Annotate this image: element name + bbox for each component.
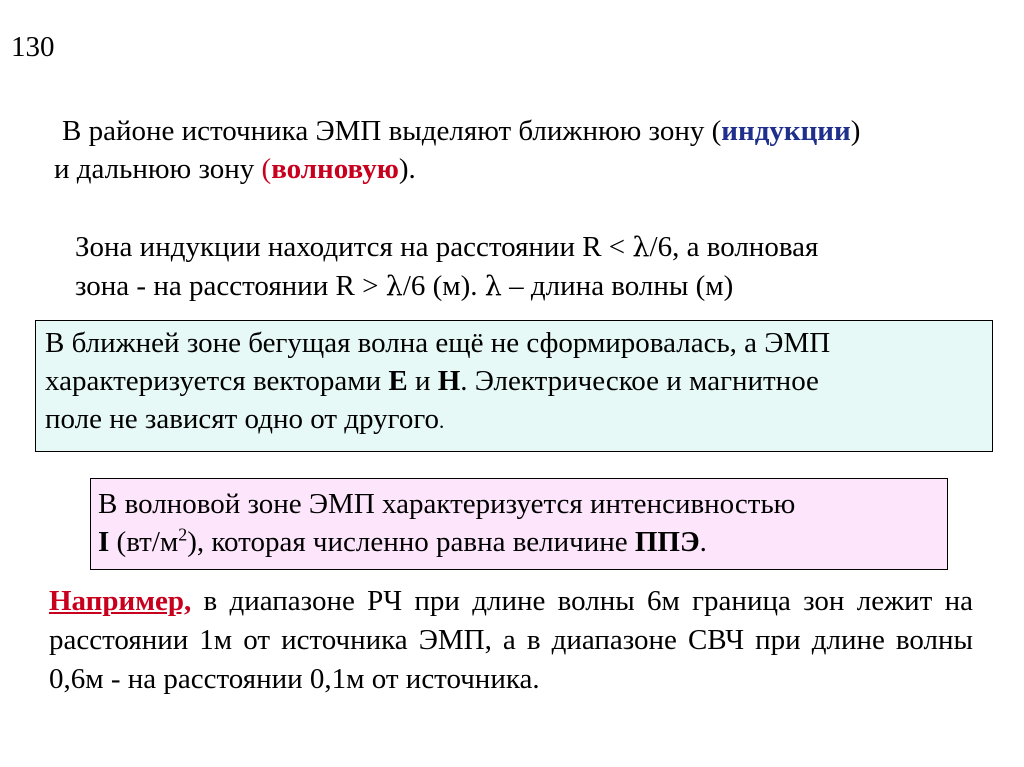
zones-line-2: зона - на расстоянии R > λ/6 (м). λ – длина волны (м)	[75, 270, 734, 302]
near-zone-line-3: поле не зависят одно от другого.	[45, 403, 445, 435]
near-zone-line-2: характеризуется векторами Е и Н. Электрическое и магнитное	[45, 365, 819, 397]
induction-term: индукции	[721, 115, 851, 147]
page-number: 130	[11, 31, 55, 63]
near-zone-box	[35, 320, 993, 452]
vector-h: Н	[437, 365, 461, 397]
unit-superscript: 2	[178, 524, 188, 545]
example-label: Например,	[49, 585, 192, 617]
example-text: в диапазоне РЧ при длине волны 6м граница зон лежит на расстоянии 1м от источника ЭМП, а в диапазоне СВЧ при длине волны 0,6м - на расстоянии 0,1м от источника.	[49, 585, 973, 695]
wave-term: волновую	[271, 153, 399, 185]
example-paragraph	[49, 582, 973, 699]
ppe-term: ППЭ	[634, 526, 700, 558]
wave-zone-line-1: В волновой зоне ЭМП характеризуется интенсивностью	[98, 488, 796, 520]
intensity-symbol: I	[98, 526, 110, 558]
lambda-symbol: λ	[484, 271, 502, 302]
lambda-symbol: λ	[632, 232, 650, 263]
zones-line-1: Зона индукции находится на расстоянии R < λ/6, а волновая	[75, 231, 819, 263]
intro-paragraph	[54, 112, 1014, 188]
zones-definition	[75, 228, 995, 306]
wave-zone-box	[90, 478, 948, 570]
intro-line-1: В районе источника ЭМП выделяют ближнюю зону (индукции)	[62, 115, 861, 147]
lambda-symbol: λ	[385, 271, 403, 302]
vector-e: Е	[388, 365, 408, 397]
intro-line-2: и дальнюю зону (волновую).	[54, 153, 416, 185]
wave-zone-line-2: I $(вт/м^2)$, которая численно равна величине ППЭ.	[98, 524, 707, 558]
near-zone-line-1: В ближней зоне бегущая волна ещё не сформировалась, а ЭМП	[45, 327, 831, 359]
